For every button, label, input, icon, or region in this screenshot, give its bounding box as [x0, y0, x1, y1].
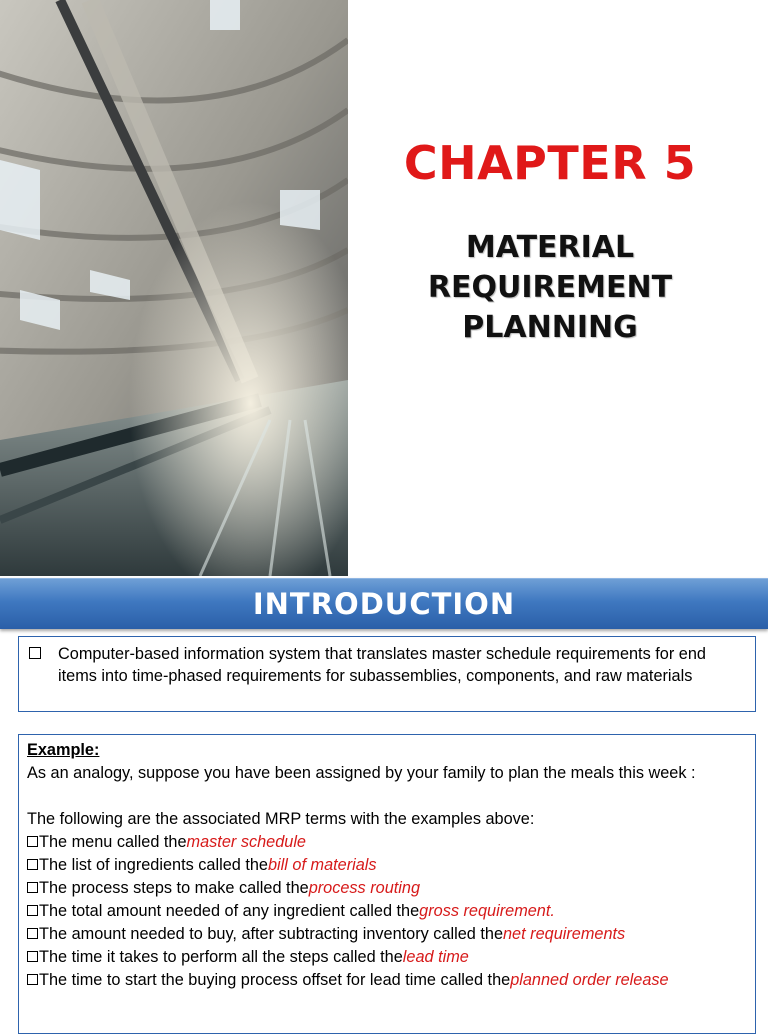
definition-text: Computer-based information system that translates master schedule requirements for end items into time-phased requirements for subassemblies, components, and raw materials [58, 645, 706, 685]
introduction-banner [0, 578, 768, 629]
airport-walkway-photo [0, 0, 348, 576]
term-item: The amount needed to buy, after subtracting inventory called the net requirements [27, 923, 747, 946]
subtitle-line: PLANNING [462, 310, 638, 345]
example-label: Example: [27, 741, 100, 759]
term-item: The menu called the master schedule [27, 831, 747, 854]
definition-bullet [27, 643, 745, 687]
term-item: The total amount needed of any ingredient called the gross requirement. [27, 900, 747, 923]
checkbox-bullet-icon [27, 859, 38, 870]
term-item: The time to start the buying process offset for lead time called the planned order release [27, 969, 747, 992]
subtitle-line: MATERIAL [465, 230, 635, 265]
term-item: The time it takes to perform all the steps called the lead time [27, 946, 747, 969]
checkbox-bullet-icon [27, 928, 38, 939]
term-highlight: planned order release [510, 971, 669, 989]
checkbox-bullet-icon [27, 836, 38, 847]
terms-intro: The following are the associated MRP terms with the examples above: [27, 810, 535, 828]
checkbox-bullet-icon [27, 974, 38, 985]
term-highlight: bill of materials [267, 856, 377, 874]
chapter-title: CHAPTER 5 [403, 136, 697, 190]
checkbox-bullet-icon [27, 882, 38, 893]
term-highlight: master schedule [186, 833, 306, 851]
analogy-text: As an analogy, suppose you have been assigned by your family to plan the meals this week : [27, 764, 696, 782]
term-item: The process steps to make called the process routing [27, 877, 747, 900]
checkbox-bullet-icon [29, 647, 41, 659]
term-highlight: lead time [402, 948, 469, 966]
term-highlight: gross requirement. [419, 902, 555, 920]
banner-title: INTRODUCTION [252, 587, 516, 621]
term-item: The list of ingredients called the bill of materials [27, 854, 747, 877]
example-box [18, 734, 756, 1034]
checkbox-bullet-icon [27, 905, 38, 916]
definition-box [18, 636, 756, 712]
checkbox-bullet-icon [27, 951, 38, 962]
subtitle-line: REQUIREMENT [427, 270, 673, 305]
term-highlight: process routing [308, 879, 421, 897]
term-highlight: net requirements [503, 925, 626, 943]
introduction-slide [0, 576, 768, 1024]
chapter-subtitle [380, 228, 720, 348]
